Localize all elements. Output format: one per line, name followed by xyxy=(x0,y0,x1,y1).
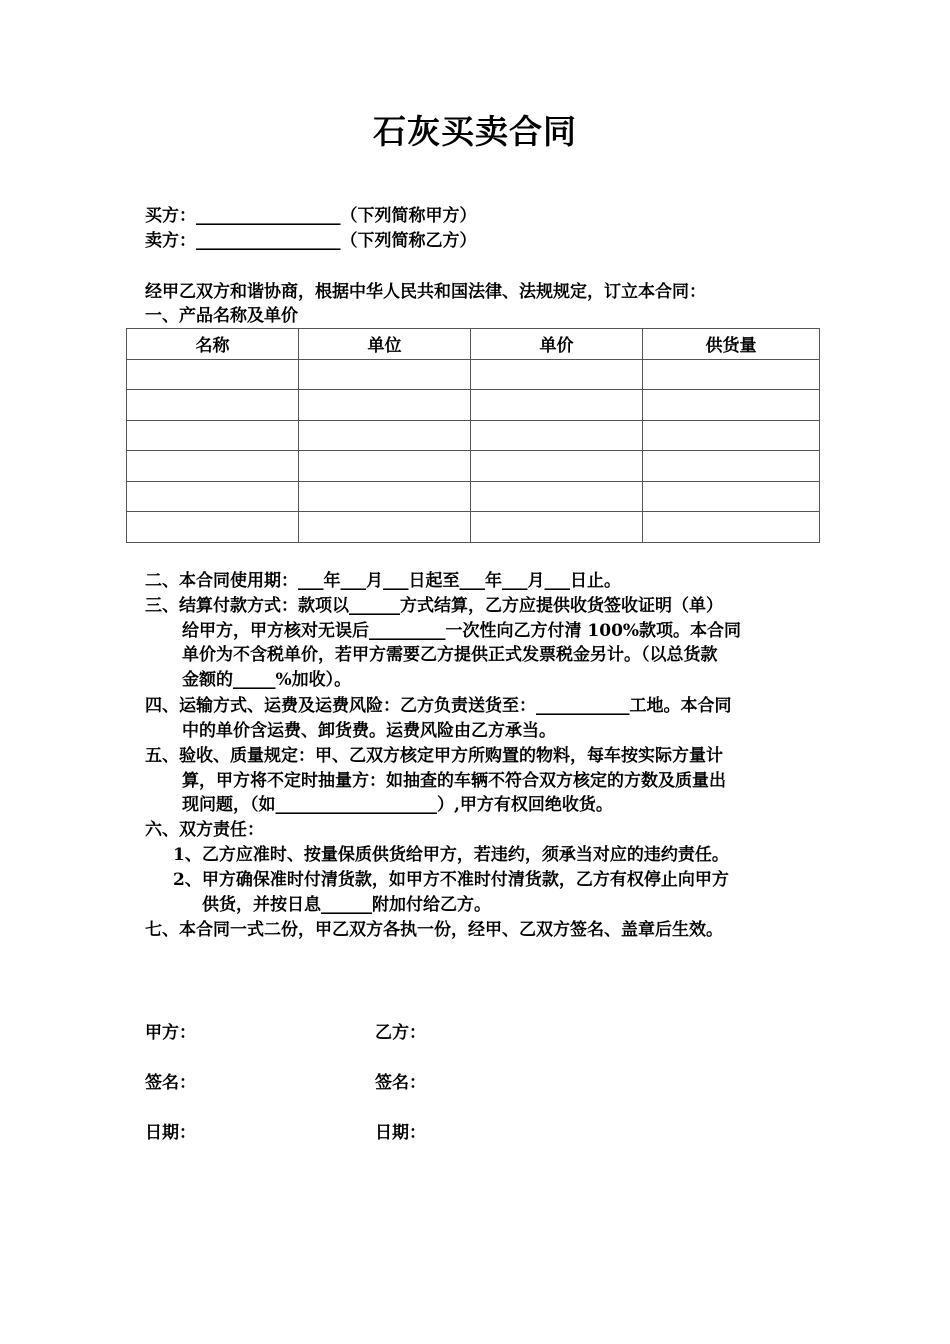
section3-line: 单价为不含税单价，若甲方需要乙方提供正式发票税金另计。（以总货款 xyxy=(182,645,718,665)
section4-line: 四、运输方式、运费及运费风险：乙方负责送货至：___________工地。本合同 xyxy=(145,696,732,716)
section3-line: 三、结算付款方式：款项以______方式结算，乙方应提供收货签收证明（单） xyxy=(145,596,723,616)
table-header-name: 名称 xyxy=(127,329,299,360)
table-cell xyxy=(299,451,471,482)
table-cell xyxy=(643,420,820,451)
table-cell xyxy=(643,451,820,482)
table-cell xyxy=(471,512,643,543)
section4-transport xyxy=(145,694,810,743)
table-cell xyxy=(299,359,471,390)
section6-item2-line: 供货，并按日息______附加付给乙方。 xyxy=(202,894,491,915)
party-a-date-label: 日期： xyxy=(145,1123,196,1143)
table-row xyxy=(127,420,820,451)
section3-payment xyxy=(145,594,810,692)
table-cell xyxy=(643,390,820,421)
table-cell xyxy=(127,451,299,482)
table-cell xyxy=(127,420,299,451)
document-title: 石灰买卖合同 xyxy=(373,112,577,151)
section3-line: 给甲方，甲方核对无误后_________一次性向乙方付清 100%款项。本合同 xyxy=(182,620,742,641)
section2-term: 二、本合同使用期：___年___月___日起至___年___月___日止。 xyxy=(145,571,621,591)
section5-line: 五、验收、质量规定：甲、乙双方核定甲方所购置的物料，每车按实际方量计 xyxy=(145,746,723,766)
section4-line: 中的单价含运费、卸货费。运费风险由乙方承当。 xyxy=(182,720,556,741)
table-row xyxy=(127,359,820,390)
section6-item2-line: 2、甲方确保准时付清货款，如甲方不准时付清货款，乙方有权停止向甲方 xyxy=(173,870,729,890)
table-row xyxy=(127,390,820,421)
table-header-unit: 单位 xyxy=(299,329,471,360)
table-cell xyxy=(643,359,820,390)
section3-line: 金额的_____%加收）。 xyxy=(182,669,352,690)
section6-heading: 六、双方责任： xyxy=(145,820,264,840)
table-cell xyxy=(299,420,471,451)
table-header-price: 单价 xyxy=(471,329,643,360)
section7-effect: 七、本合同一式二份，甲乙双方各执一份，经甲、乙双方签名、盖章后生效。 xyxy=(145,920,723,940)
table-cell xyxy=(471,390,643,421)
table-row xyxy=(127,481,820,512)
party-b-signature-label: 签名： xyxy=(375,1073,426,1093)
table-cell xyxy=(471,420,643,451)
table-cell xyxy=(471,359,643,390)
table-cell xyxy=(299,390,471,421)
section1-heading: 一、产品名称及单价 xyxy=(145,306,298,326)
section5-line: 算，甲方将不定时抽量方：如抽查的车辆不符合双方核定的方数及质量出 xyxy=(182,770,726,791)
party-b-date-label: 日期： xyxy=(375,1123,426,1143)
table-cell xyxy=(299,512,471,543)
table-header-quantity: 供货量 xyxy=(643,329,820,360)
buyer-line: 买方：_________________（下列简称甲方） xyxy=(145,206,477,226)
section5-acceptance xyxy=(145,744,810,818)
table-row xyxy=(127,451,820,482)
party-a-label: 甲方： xyxy=(145,1023,196,1043)
party-a-signature-label: 签名： xyxy=(145,1073,196,1093)
table-cell xyxy=(471,481,643,512)
table-row xyxy=(127,512,820,543)
section6-item-2 xyxy=(173,868,810,917)
table-cell xyxy=(127,512,299,543)
table-cell xyxy=(299,481,471,512)
intro-text: 经甲乙双方和谐协商，根据中华人民共和国法律、法规规定，订立本合同： xyxy=(145,282,706,302)
table-cell xyxy=(127,390,299,421)
table-cell xyxy=(471,451,643,482)
section6-item-1: 1、乙方应准时、按量保质供货给甲方，若违约，须承当对应的违约责任。 xyxy=(173,845,729,865)
section5-line: 现问题，（如___________________）,甲方有权回绝收货。 xyxy=(182,795,613,815)
table-cell xyxy=(127,481,299,512)
table-cell xyxy=(643,481,820,512)
product-table xyxy=(126,328,820,543)
table-cell xyxy=(643,512,820,543)
seller-line: 卖方：_________________（下列简称乙方） xyxy=(145,231,477,251)
table-cell xyxy=(127,359,299,390)
table-header-row xyxy=(127,329,820,360)
party-b-label: 乙方： xyxy=(375,1023,426,1043)
